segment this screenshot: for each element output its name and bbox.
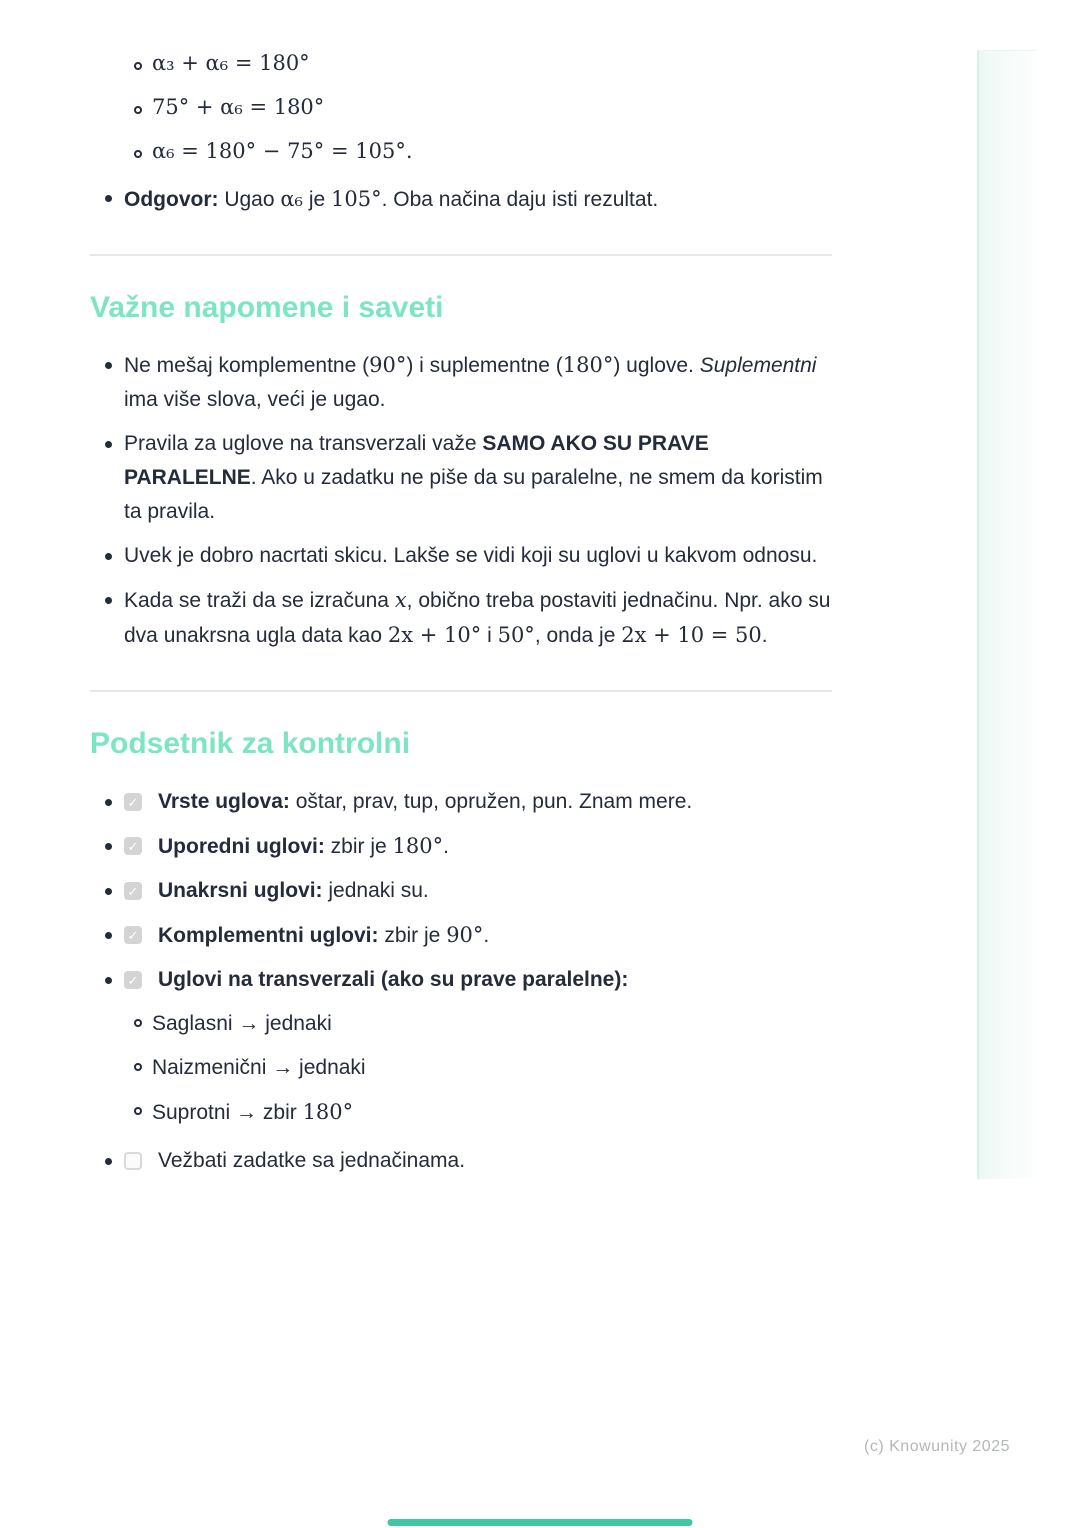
section-divider [90, 254, 832, 256]
list-item [90, 138, 832, 165]
section-heading-notes: Važne napomene i saveti [90, 291, 444, 324]
list-item [90, 50, 832, 77]
list-item [90, 94, 832, 121]
checklist-text: Vežbati zadatke sa jednačinama. [158, 1149, 466, 1172]
bullet-dot-icon [105, 932, 112, 939]
checklist-text: Uglovi na transverzali (ako su prave paralelne): [158, 968, 629, 991]
checklist [90, 785, 832, 1178]
sub-item-text: Naizmenični → jednaki [152, 1056, 366, 1079]
math-equation: 75° + α₆ = 180° [152, 95, 325, 119]
checklist-text: Unakrsni uglovi: jednaki su. [158, 879, 429, 902]
answer-label: Odgovor: [124, 188, 219, 211]
circle-bullet-icon [134, 150, 142, 158]
check-icon: ✓ [127, 838, 139, 854]
bullet-dot-icon [105, 843, 112, 850]
circle-bullet-icon [134, 1063, 142, 1071]
solution-substeps-list [90, 50, 832, 165]
bullet-dot-icon [105, 362, 112, 369]
page-edge-gradient [977, 50, 1036, 1179]
list-item [90, 427, 832, 529]
checkbox-checked[interactable] [124, 837, 142, 855]
checklist-text: Komplementni uglovi: zbir je 90°. [158, 923, 490, 947]
list-item [90, 348, 832, 417]
bullet-dot-icon [105, 195, 112, 202]
checklist-item [90, 874, 832, 908]
note-text: Kada se traži da se izračuna x, obično treba postaviti jednačinu. Npr. ako su dva unakrsna ugla data kao 2x + 10° i 50°, onda je 2x + 10 = 50. [124, 588, 831, 647]
check-icon: ✓ [127, 883, 139, 899]
bullet-dot-icon [105, 799, 112, 806]
circle-bullet-icon [134, 62, 142, 70]
circle-bullet-icon [134, 1019, 142, 1027]
list-item [90, 1007, 832, 1041]
checklist-item [90, 1144, 832, 1178]
list-item [90, 1051, 832, 1085]
bullet-dot-icon [105, 553, 112, 560]
page-content [90, 0, 832, 1188]
circle-bullet-icon [134, 1107, 142, 1115]
list-item [90, 583, 832, 653]
check-icon: ✓ [127, 794, 139, 810]
checkbox-unchecked[interactable] [124, 1152, 142, 1170]
note-text: Pravila za uglove na transverzali važe SAMO AKO SU PRAVE PARALELNE. Ako u zadatku ne piše da su paralelne, ne smem da koristim ta pravila. [124, 432, 823, 523]
checklist-text: Uporedni uglovi: zbir je 180°. [158, 834, 449, 858]
sub-item-text: Saglasni → jednaki [152, 1012, 332, 1035]
bullet-dot-icon [105, 597, 112, 604]
checklist-item [90, 829, 832, 864]
list-item [90, 539, 832, 573]
answer-text: Odgovor: Ugao α₆ je 105°. Oba načina daju isti rezultat. [124, 187, 659, 211]
section-divider [90, 690, 832, 692]
math-equation: α₆ = 180° − 75° = 105°. [152, 139, 413, 163]
circle-bullet-icon [134, 106, 142, 114]
notes-list [90, 348, 832, 653]
bullet-dot-icon [105, 1158, 112, 1165]
note-text: Uvek je dobro nacrtati skicu. Lakše se vidi koji su uglovi u kakvom odnosu. [124, 544, 818, 567]
math-equation: α₃ + α₆ = 180° [152, 51, 310, 75]
list-item [90, 1095, 832, 1130]
check-icon: ✓ [127, 927, 139, 943]
bullet-dot-icon [105, 441, 112, 448]
checklist-item [90, 785, 832, 819]
answer-item [90, 182, 832, 217]
section-heading-checklist: Podsetnik za kontrolni [90, 727, 411, 760]
page-indicator-bar [388, 1519, 693, 1526]
bullet-dot-icon [105, 888, 112, 895]
checklist-item [90, 918, 832, 953]
bullet-dot-icon [105, 977, 112, 984]
checklist-text: Vrste uglova: oštar, prav, tup, opružen, pun. Znam mere. [158, 790, 693, 813]
check-icon: ✓ [127, 972, 139, 988]
answer-list [90, 182, 832, 217]
checkbox-checked[interactable] [124, 882, 142, 900]
copyright-footer: (c) Knowunity 2025 [864, 1438, 1010, 1455]
checklist-item [90, 963, 832, 1130]
checkbox-checked[interactable] [124, 926, 142, 944]
sub-item-text: Suprotni → zbir 180° [152, 1100, 354, 1124]
checkbox-checked[interactable] [124, 971, 142, 989]
note-text: Ne mešaj komplementne (90°) i suplementne (180°) uglove. Suplementni ima više slova, veći je ugao. [124, 353, 817, 411]
checklist-sublist [90, 997, 832, 1130]
checkbox-checked[interactable] [124, 793, 142, 811]
